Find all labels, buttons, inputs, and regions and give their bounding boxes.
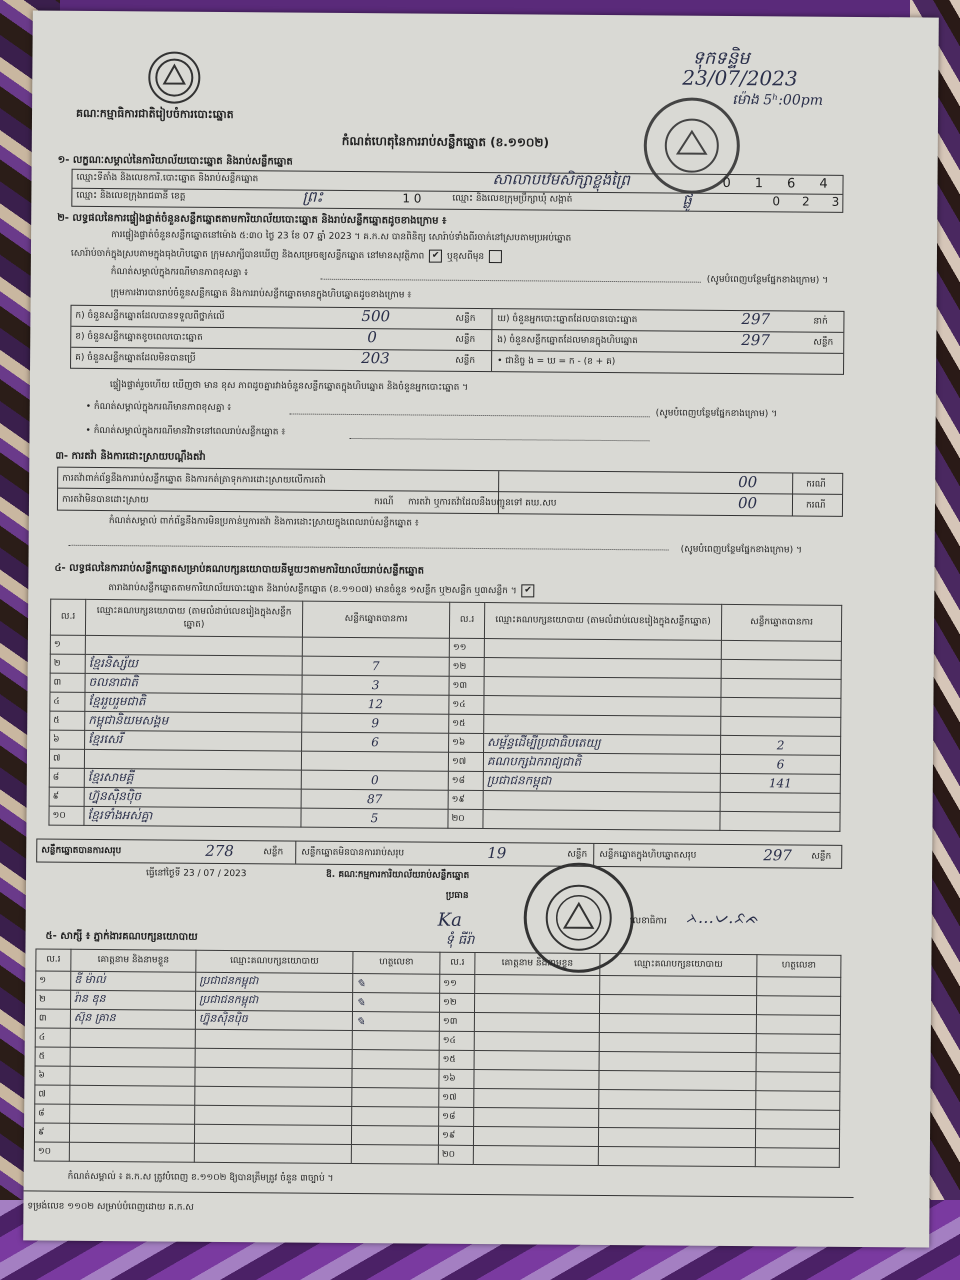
witness-name (70, 1104, 195, 1124)
party-no: ២ (50, 654, 85, 673)
verify-line1: ការផ្ទៀងផ្ទាត់ចំនួនសន្លឹកឆ្នោតនៅម៉ោង ៥:៣០ ថ្ងៃ 23 ខែ 07 ឆ្នាំ 2023 ។ គ.ក.ស បានពិនិត្យ សោរ៉ាប់ទាំងពីរចាក់នៅស្របតាមប្រអប់ឆ្នោត (111, 230, 572, 244)
party-votes: 12 (302, 694, 449, 714)
party-votes: 141 (720, 773, 840, 793)
witness-party (195, 1086, 352, 1106)
footnote: កំណត់សម្គាល់ ៖ គ.ក.ស ត្រូវបំពេញ ខ.១១០២ ឱ្យបានត្រឹមត្រូវ ចំនួន ៣ច្បាប់ ។ (67, 1171, 334, 1184)
witness-signature (756, 1091, 840, 1111)
secretary-label: លេខាធិការ (629, 916, 667, 927)
witness-no: ១០ (34, 1142, 69, 1161)
w-col-no-right: ល.រ (440, 952, 475, 974)
party-votes (721, 659, 841, 679)
party-name (484, 639, 721, 660)
witness-signature (756, 1053, 840, 1073)
witness-party (600, 975, 757, 995)
time-handwritten: ម៉ោង 5ʰ:00pm (732, 91, 824, 109)
witness-no: ៦ (35, 1066, 70, 1085)
code-digit: 4 (819, 176, 828, 192)
party-name (484, 658, 721, 679)
witness-party (599, 1032, 756, 1052)
party-name (85, 635, 302, 656)
party-votes: 6 (720, 754, 840, 774)
commune-value: ផ្លូ (682, 190, 692, 209)
witness-party (599, 1108, 756, 1128)
organization-name: គណៈកម្មាធិការជាតិរៀបចំការបោះឆ្នោត (75, 106, 234, 122)
count-row-c-unit: សន្លឹក (455, 355, 476, 366)
party-no: ៥ (50, 711, 85, 730)
witness-party (195, 1105, 352, 1125)
party-name: ប្រជាជនកម្ពុជា (483, 772, 720, 793)
count-row-c-label: គ) ចំនួនសន្លឹកឆ្នោតដែលមិនបានប្រើ (75, 352, 196, 364)
chair-label: ប្រធាន (445, 890, 469, 901)
party-name (484, 677, 721, 698)
code-digit: 2 (801, 194, 810, 209)
dispute-note: • កំណត់សម្គាល់ក្នុងករណីមានវិវាទនៅពេលរាប់សន្លឹកឆ្នោត ៖ (85, 425, 286, 438)
party-votes (302, 637, 449, 657)
complaint-fill-note: (សូមបំពេញបន្ថែមផ្នែកខាងក្រោម) ។ (680, 544, 803, 556)
date-line: ធ្វើនៅថ្ងៃទី 23 / 07 / 2023 (146, 868, 247, 880)
witness-name (473, 1126, 598, 1146)
complaint-row2-value: 00 (737, 494, 758, 513)
witness-no: ១៨ (439, 1107, 474, 1126)
party-no: ៩ (49, 787, 84, 806)
witness-no: ៧ (35, 1085, 70, 1104)
party-no: ១២ (449, 657, 484, 676)
location-label: ឈ្មោះទីតាំង និងលេខការិ.បោះឆ្នោត និងរាប់សន្លឹកឆ្នោត (76, 172, 259, 185)
complaint-row2-unit: ករណី (373, 497, 394, 508)
complaint-note-dotted (69, 545, 669, 551)
col-party-right: ឈ្មោះគណបក្សនយោបាយ (តាមលំដាប់លេខរៀងក្នុងសន្លឹកឆ្នោត) (484, 603, 721, 641)
col-no: ល.រ (50, 599, 85, 635)
secretary-signature: ᨂ…ᨆ.ᨅᨃ (685, 907, 759, 928)
code-digit: 6 (787, 176, 796, 192)
w-col-name: គោត្តនាម និងនាមខ្លួន (71, 949, 196, 972)
col-party: ឈ្មោះគណបក្សនយោបាយ (តាមលំដាប់លេខរៀងក្នុងសន្លឹកឆ្នោត) (85, 599, 302, 637)
w-col-name-right: គោត្តនាម និងនាមខ្លួន (475, 952, 600, 975)
checkbox-sheets[interactable]: ✔ (522, 584, 535, 597)
total-valid-value: 278 (205, 841, 234, 861)
party-name (84, 749, 301, 770)
party-name: ខ្មែរទាំងអស់គ្នា (84, 806, 301, 827)
party-no: ៧ (49, 749, 84, 768)
witness-no: ៩ (34, 1123, 69, 1142)
witness-name (70, 1085, 195, 1105)
commune-code (772, 194, 839, 209)
witness-name (474, 1088, 599, 1108)
witness-party (598, 1127, 755, 1147)
witness-no: ៣ (35, 1009, 70, 1028)
witness-name: ស៊ុន គ្រាន (70, 1009, 195, 1029)
verify-line2 (71, 247, 504, 264)
party-votes (301, 751, 448, 771)
section4-subtitle (108, 581, 536, 598)
party-name (483, 791, 720, 812)
witness-no: ៥ (35, 1047, 70, 1066)
party-votes: 9 (302, 713, 449, 733)
witness-signature (756, 996, 840, 1016)
witness-signature (756, 1072, 840, 1092)
party-name: សម្ព័ន្ធដើម្បីប្រជាធិបតេយ្យ (484, 734, 721, 755)
verify-line2-text: សោរ៉ាប់ចាក់ក្នុងស្របតាមក្នុងធុងហិបឆ្នោត ក្រុមសាក្សីបានឃើញ និងសម្រេចឲ្យសន្លឹកឆ្នោត នៅមានសុវត្ថិភាព (70, 248, 425, 262)
witness-name (70, 1066, 195, 1086)
witness-party (599, 994, 756, 1014)
party-votes (721, 640, 841, 660)
total-invalid-label: សន្លឹកឆ្នោតមិនបានការរាប់សរុប (301, 847, 405, 859)
witness-name (474, 1107, 599, 1127)
witness-no: ១២ (439, 993, 474, 1012)
witness-name (473, 1145, 598, 1165)
witness-party (195, 1029, 352, 1049)
form-title: កំណត់ហេតុនៃការរាប់សន្លឹកឆ្នោត (ខ.១១០២) (341, 133, 550, 150)
witness-no: ១៥ (439, 1050, 474, 1069)
code-digit: 1 (754, 176, 764, 192)
diff-note2: • កំណត់សម្គាល់ក្នុងករណីមានភាពខុសគ្នា ៖ (85, 401, 232, 414)
date-handwritten: 23/07/2023 (682, 65, 798, 91)
fill-note: (សូមបំពេញបន្ថែមផ្នែកខាងក្រោម) ។ (706, 274, 829, 286)
w-col-party: ឈ្មោះគណបក្សនយោបាយ (196, 950, 353, 973)
total-box-unit: សន្លឹក (811, 851, 832, 862)
fill-note2: (សូមបំពេញបន្ថែមផ្នែកខាងក្រោម) ។ (655, 408, 778, 420)
w-col-sign: ហត្ថលេខា (353, 952, 440, 975)
party-votes: 2 (721, 735, 841, 755)
witness-no: ១៤ (439, 1031, 474, 1050)
document-page (23, 10, 939, 1247)
witness-name (474, 1031, 599, 1051)
col-votes-right: សន្លឹកឆ្នោតបានការ (721, 604, 841, 641)
total-invalid-value: 19 (487, 844, 507, 863)
section3-title: ៣- ការតវ៉ា និងការដោះស្រាយបណ្តឹងតវ៉ា (55, 450, 206, 463)
count-table (70, 305, 844, 375)
witness-signature (351, 1125, 438, 1145)
party-votes (720, 811, 840, 831)
count-row-a-unit: សន្លឹក (455, 313, 476, 324)
location-value: សាលាបឋមសិក្សាខ្លុងព្រៃ (492, 170, 630, 190)
party-votes (721, 678, 841, 698)
chair-signature: Ka (437, 909, 462, 931)
count-row-a-label: ក) ចំនួនសន្លឹកឆ្នោតដែលបានទទួលពីថ្នាក់លើ (75, 310, 225, 322)
witness-signature (756, 1034, 840, 1054)
witness-signature (756, 1015, 840, 1035)
complaint-table (57, 467, 843, 517)
party-name (483, 810, 720, 831)
section1-table (71, 169, 843, 213)
witness-name: ឌី ម៉ាល់ (71, 971, 196, 991)
match-line: ផ្ទៀងផ្ទាត់រួចហើយ ឃើញថា មាន ខុស ភាពដូចគ្នារវាងចំនួនសន្លឹកឆ្នោតក្នុងហិបឆ្នោត និងចំនួនអ្នកបោះឆ្នោត ។ (109, 380, 469, 393)
witness-party (599, 1070, 756, 1090)
party-votes: 7 (302, 656, 449, 676)
count-row-b-label: ខ) ចំនួនសន្លឹកឆ្នោតខូចពេលបោះឆ្នោត (75, 331, 203, 343)
party-name: កម្ពុជានិយមសង្គម (85, 711, 302, 732)
party-name: ខ្មែរសាមគ្គី (84, 768, 301, 789)
witness-signature (755, 1148, 839, 1168)
complaint-row1-label: ការតវ៉ាពាក់ព័ន្ធនឹងការរាប់សន្លឹកឆ្នោត និងការកត់ត្រាទុកការដោះស្រាយលើការតវ៉ា (62, 473, 326, 486)
complaint-note: កំណត់សម្គាល់ ពាក់ព័ន្ធនឹងការមិនប្រកាន់ឬការតវ៉ា និងការដោះស្រាយក្នុងពេលរាប់សន្លឹកឆ្នោត ៖ (108, 516, 419, 529)
code-digit: 0 (722, 175, 731, 191)
witness-name (69, 1142, 194, 1162)
party-no: ១៥ (449, 714, 484, 733)
count-row-c-value: 203 (361, 349, 390, 368)
witness-signature (352, 1088, 439, 1108)
top-handwritten-note: ទុកទន្ទិម (692, 47, 750, 70)
witness-party: ប្រជាជនកម្ពុជា (196, 972, 353, 992)
count-row-d-value: 297 (741, 310, 771, 329)
total-box-label: សន្លឹកឆ្នោតក្នុងហិបឆ្នោតសរុប (599, 849, 697, 861)
party-no: ១៨ (448, 771, 483, 790)
party-name: គណបក្សឯករាជ្យជាតិ (483, 753, 720, 774)
witness-no: ២០ (438, 1145, 473, 1164)
party-votes (720, 792, 840, 812)
witness-signature (757, 977, 841, 997)
witness-no: ១១ (440, 974, 475, 993)
witness-no: ១ (36, 971, 71, 990)
section2-title: ២- លទ្ធផលនៃការផ្ទៀងផ្ទាត់ចំនួនសន្លឹកឆ្នោតតាមការិយាល័យបោះឆ្នោត និងរាប់សន្លឹកឆ្នោតដូចខាងក្រោម ៖ (57, 212, 447, 227)
w-col-sign-right: ហត្ថលេខា (757, 955, 841, 978)
opt-changed-label: ឬខុសពីមុន (446, 251, 485, 263)
diff-note-line: កំណត់សម្គាល់ក្នុងករណីមានភាពខុសគ្នា ៖ (110, 267, 249, 279)
col-votes: សន្លឹកឆ្នោតបានការ (302, 601, 449, 638)
party-no: ៣ (50, 673, 85, 692)
witness-no: ១៦ (439, 1069, 474, 1088)
count-row-e-unit: សន្លឹក (813, 337, 834, 348)
witness-party (598, 1146, 755, 1166)
witness-table (34, 949, 842, 1168)
w-col-party-right: ឈ្មោះគណបក្សនយោបាយ (600, 953, 757, 976)
party-name: ចលនាជាតិ (85, 673, 302, 694)
party-no: ១៤ (449, 695, 484, 714)
code-digit: 0 (772, 194, 781, 209)
party-votes: 0 (301, 770, 448, 790)
party-no: ២០ (448, 809, 483, 828)
party-votes (721, 716, 841, 736)
witness-body (34, 971, 840, 1167)
totals-row (36, 839, 842, 869)
party-no: ១០ (49, 806, 84, 825)
witness-signature: ✎ (352, 1012, 439, 1032)
province-code: 1 0 (402, 191, 422, 206)
witness-signature (352, 1069, 439, 1089)
location-code (722, 176, 827, 192)
party-no: ១៧ (448, 752, 483, 771)
witness-party (194, 1124, 351, 1144)
witness-no: ២ (36, 990, 71, 1009)
witness-party (194, 1143, 351, 1163)
party-no: ៦ (50, 730, 85, 749)
witness-signature (351, 1144, 438, 1164)
witness-party: ហ្វ៊ុនស៊ិនប៉ិច (195, 1010, 352, 1030)
witness-no: ១៣ (439, 1012, 474, 1031)
count-row-e-label: ង) ចំនួនសន្លឹកឆ្នោតដែលមានក្នុងហិបឆ្នោត (497, 335, 638, 347)
party-votes: 6 (302, 732, 449, 752)
party-name (484, 696, 721, 717)
witness-signature (352, 1106, 439, 1126)
party-no: ៤ (50, 692, 85, 711)
checkbox-secure[interactable]: ✔ (429, 250, 442, 263)
witness-name (474, 1012, 599, 1032)
witness-party (195, 1048, 352, 1068)
province-value: ព្រះ (302, 187, 324, 206)
witness-name (474, 993, 599, 1013)
complaint-row2b-label: ការតវ៉ា ឬការតវ៉ាដែលនឹងបញ្ជូនទៅ គឃ.សប (407, 497, 557, 509)
votes-body (49, 635, 841, 831)
section4-title: ៤- លទ្ធផលនៃការរាប់សន្លឹកឆ្នោតសម្រាប់គណបក្សនយោបាយនីមួយៗតាមការិយាល័យរាប់សន្លឹកឆ្នោត (54, 562, 425, 577)
witness-name (475, 974, 600, 994)
count-row-e-value: 297 (741, 331, 770, 350)
witness-party: ប្រជាជនកម្ពុជា (195, 991, 352, 1011)
witness-signature (756, 1110, 840, 1130)
witness-name: រ៉ាន ឌុន (71, 990, 196, 1010)
witness-name (70, 1028, 195, 1048)
code-digit: 3 (831, 194, 840, 209)
party-no: ១១ (449, 638, 484, 657)
party-no: ៨ (49, 768, 84, 787)
witness-party (599, 1013, 756, 1033)
count-row-d-label: ឃ) ចំនួនអ្នកបោះឆ្នោតដែលបានបោះឆ្នោត (497, 314, 638, 326)
party-votes: 87 (301, 789, 448, 809)
province-label: ឈ្មោះ និងលេខក្រុងរាជធានី ខេត្ត (76, 190, 186, 202)
witness-party (195, 1067, 352, 1087)
party-name: ខ្មែររួបរួមជាតិ (85, 692, 302, 713)
witness-name (70, 1047, 195, 1067)
total-valid-label: សន្លឹកឆ្នោតបានការសរុប (41, 845, 122, 857)
complaint-row2b-unit: ករណី (805, 500, 826, 511)
total-box-value: 297 (763, 846, 792, 865)
emblem-logo (148, 51, 200, 103)
count-row-d-unit: នាក់ (813, 316, 828, 327)
checkbox-changed[interactable] (489, 250, 502, 263)
witness-signature (755, 1129, 839, 1149)
witness-signature (352, 1031, 439, 1051)
witness-party (599, 1051, 756, 1071)
committee-line: ឱ. គណៈកម្មការការិយាល័យរាប់សន្លឹកឆ្នោត (326, 869, 470, 881)
section5-title: ៥- សាក្សី ៖ ភ្នាក់ងារគណបក្សនយោបាយ (45, 930, 198, 943)
witness-name (474, 1069, 599, 1089)
party-no: ១៣ (449, 676, 484, 695)
count-row-a-value: 500 (361, 307, 391, 326)
count-intro: ក្រុមការងារបានរាប់ចំនួនសន្លឹកឆ្នោត និងការរាប់សន្លឹកឆ្នោតមានក្នុងហិបឆ្នោតដូចខាងក្រោម ៖ (110, 288, 412, 301)
total-invalid-unit: សន្លឹក (567, 849, 588, 860)
chair-name: ទុំ ធីរ៉ា (445, 932, 475, 948)
section1-title: ១- លក្ខណៈសម្គាល់នៃការិយាល័យបោះឆ្នោត និងរាប់សន្លឹកឆ្នោត (57, 154, 293, 168)
bottom-form-note: ទម្រង់លេខ ១១០២ សម្រាប់បំពេញដោយ គ.ក.ស (27, 1201, 194, 1213)
party-no: ១៩ (448, 790, 483, 809)
witness-signature: ✎ (353, 974, 440, 994)
complaint-row1-value: 00 (738, 473, 758, 492)
witness-signature (352, 1050, 439, 1070)
votes-table (48, 599, 842, 832)
w-col-no: ល.រ (36, 949, 71, 971)
witness-party (599, 1089, 756, 1109)
witness-no: ៤ (35, 1028, 70, 1047)
witness-name (474, 1050, 599, 1070)
complaint-row1-unit: ករណី (806, 479, 826, 490)
party-name: ខ្មែរនិស្ស័យ (85, 654, 302, 675)
party-name: ហ្វ៊ុនស៊ិនប៉ិច (84, 787, 301, 808)
witness-no: ៨ (35, 1104, 70, 1123)
total-valid-unit: សន្លឹក (263, 847, 284, 858)
witness-no: ១៩ (438, 1126, 473, 1145)
diff-note2-dotted (290, 413, 650, 417)
commune-label: ឈ្មោះ និងលេខក្រុមប្រឹក្សាឃុំ សង្កាត់ (452, 193, 573, 205)
party-no: ១៦ (449, 733, 484, 752)
witness-signature: ✎ (352, 993, 439, 1013)
party-name (484, 715, 721, 736)
diff-note-dotted (321, 279, 701, 283)
complaint-row2-label: ការតវ៉ាមិនបានដោះស្រាយ (61, 494, 149, 506)
witness-no: ១៧ (439, 1088, 474, 1107)
party-votes (721, 697, 841, 717)
count-formula: • ជានិច្ច ង = ឃ = ក - (ខ + គ) (497, 356, 616, 368)
count-row-b-value: 0 (367, 328, 377, 347)
party-votes: 3 (302, 675, 449, 695)
section4-subtitle-text: តារាងរាប់សន្លឹកឆ្នោតតាមការិយាល័យបោះឆ្នោត និងរាប់សន្លឹកឆ្នោត (ខ.១១០៧) មានចំនួន ១សន្លឹក ឬ២សន្លឹក ឬ៣សន្លឹក ។ (108, 583, 517, 597)
count-row-b-unit: សន្លឹក (455, 334, 476, 345)
witness-name (69, 1123, 194, 1143)
dispute-note-dotted (349, 438, 649, 441)
party-votes: 5 (301, 808, 448, 828)
party-no: ១ (50, 635, 85, 654)
party-name: ខ្មែរសេរី (85, 730, 302, 751)
col-no-right: ល.រ (449, 602, 484, 638)
